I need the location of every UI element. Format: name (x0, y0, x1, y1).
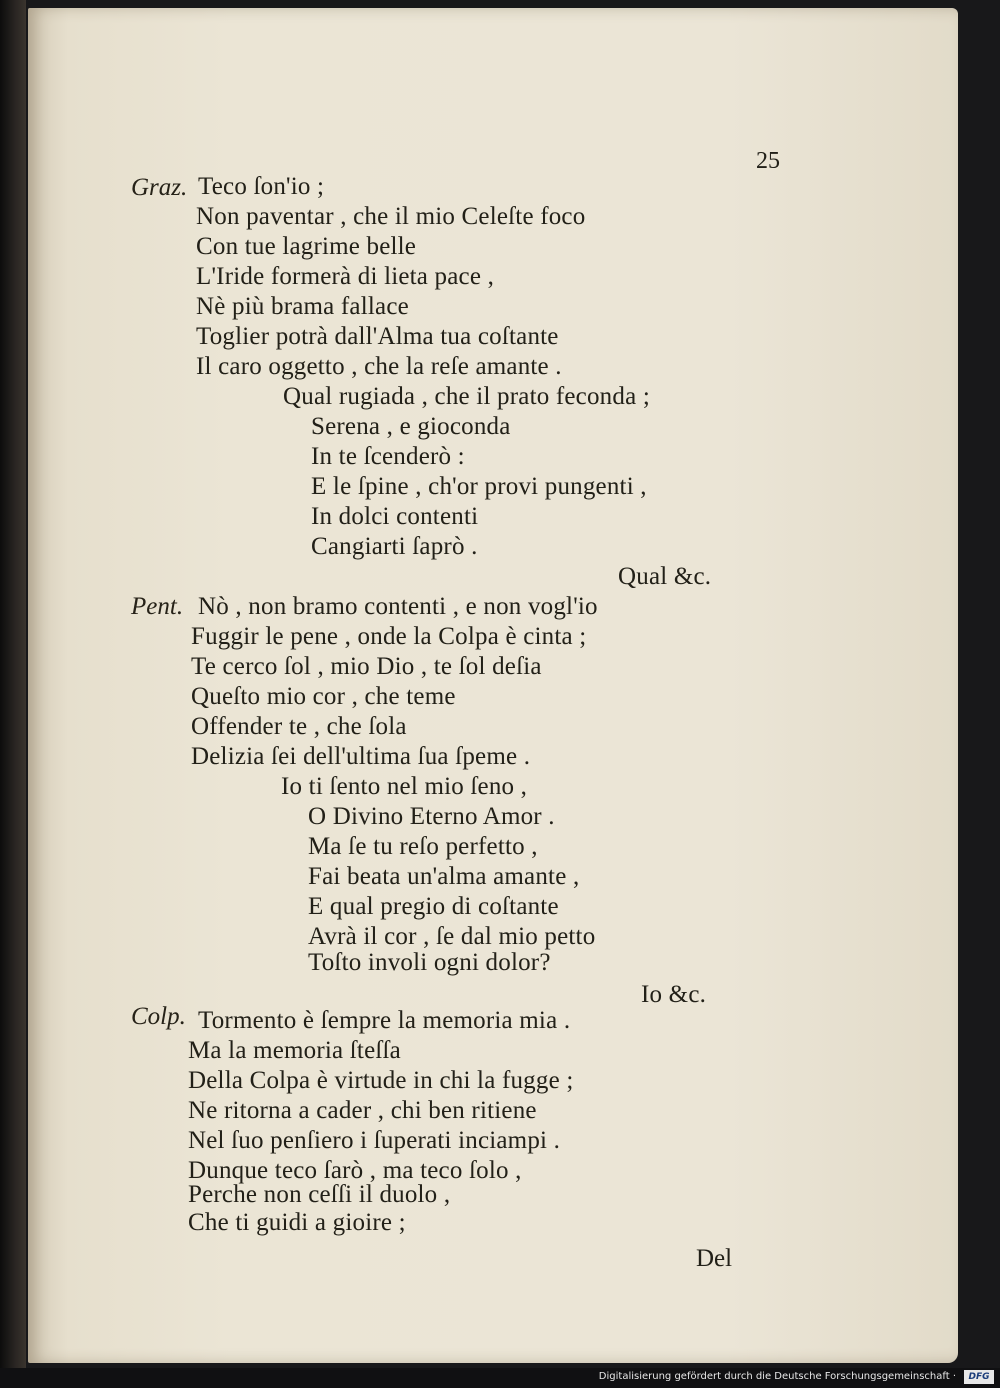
footer-credit: Digitalisierung gefördert durch die Deutsche Forschungsgemeinschaft · (598, 1371, 956, 1382)
aria-line: Fai beata un'alma amante , (308, 863, 580, 890)
verse-line: Ne ritorna a cader , chi ben ritiene (188, 1097, 537, 1124)
verse-line: Te cerco ſol , mio Dio , te ſol deſia (191, 653, 542, 680)
aria-line: Avrà il cor , ſe dal mio petto (308, 923, 596, 950)
aria-line: In te ſcenderò : (311, 443, 465, 470)
digitization-footer (0, 1368, 1000, 1388)
verse-line: Teco ſon'io ; (198, 173, 325, 200)
book-spine-edge (0, 0, 26, 1370)
aria-line: Io ti ſento nel mio ſeno , (281, 773, 528, 800)
catchword: Del (696, 1245, 733, 1272)
aria-line: Serena , e gioconda (311, 413, 511, 440)
speaker-colp: Colp. (131, 1003, 186, 1030)
verse-line: Toglier potrà dall'Alma tua coſtante (196, 323, 559, 350)
verse-line: Dunque teco ſarò , ma teco ſolo , (188, 1157, 522, 1184)
verse-line: Che ti guidi a gioire ; (188, 1209, 406, 1236)
verse-line: Delizia ſei dell'ultima ſua ſpeme . (191, 743, 531, 770)
speaker-graz: Graz. (131, 174, 188, 201)
aria-line: Ma ſe tu reſo perfetto , (308, 833, 538, 860)
page-number: 25 (756, 148, 780, 174)
dfg-logo-icon: DFG (964, 1370, 994, 1384)
aria-line: E qual pregio di coſtante (308, 893, 559, 920)
verse-line: Il caro oggetto , che la reſe amante . (196, 353, 562, 380)
verse-line: Con tue lagrime belle (196, 233, 417, 260)
verse-line: Nè più brama fallace (196, 293, 409, 320)
verse-line: L'Iride formerà di lieta pace , (196, 263, 495, 290)
verse-line: Della Colpa è virtude in chi la fugge ; (188, 1067, 574, 1094)
aria-line: O Divino Eterno Amor . (308, 803, 555, 830)
aria-line: E le ſpine , ch'or provi pungenti , (311, 473, 647, 500)
verse-line: Offender te , che ſola (191, 713, 407, 740)
aria-line: Toſto involi ogni dolor? (308, 949, 551, 976)
verse-line: Tormento è ſempre la memoria mia . (198, 1007, 571, 1034)
verse-line: Queſto mio cor , che teme (191, 683, 456, 710)
speaker-pent: Pent. (131, 593, 184, 620)
verse-line: Fuggir le pene , onde la Colpa è cinta ; (191, 623, 587, 650)
da-capo-mark: Io &c. (641, 981, 707, 1008)
verse-line: Non paventar , che il mio Celeſte foco (196, 203, 586, 230)
verse-line: Nel ſuo penſiero i ſuperati inciampi . (188, 1127, 561, 1154)
aria-line: Cangiarti ſaprò . (311, 533, 478, 560)
aria-line: Qual rugiada , che il prato feconda ; (283, 383, 650, 410)
verse-line: Ma la memoria ſteſſa (188, 1037, 401, 1064)
verse-line: Nò , non bramo contenti , e non vogl'io (198, 593, 598, 620)
aria-line: In dolci contenti (311, 503, 479, 530)
verse-line: Perche non ceſſi il duolo , (188, 1181, 451, 1208)
da-capo-mark: Qual &c. (618, 563, 712, 590)
book-page (28, 8, 958, 1363)
